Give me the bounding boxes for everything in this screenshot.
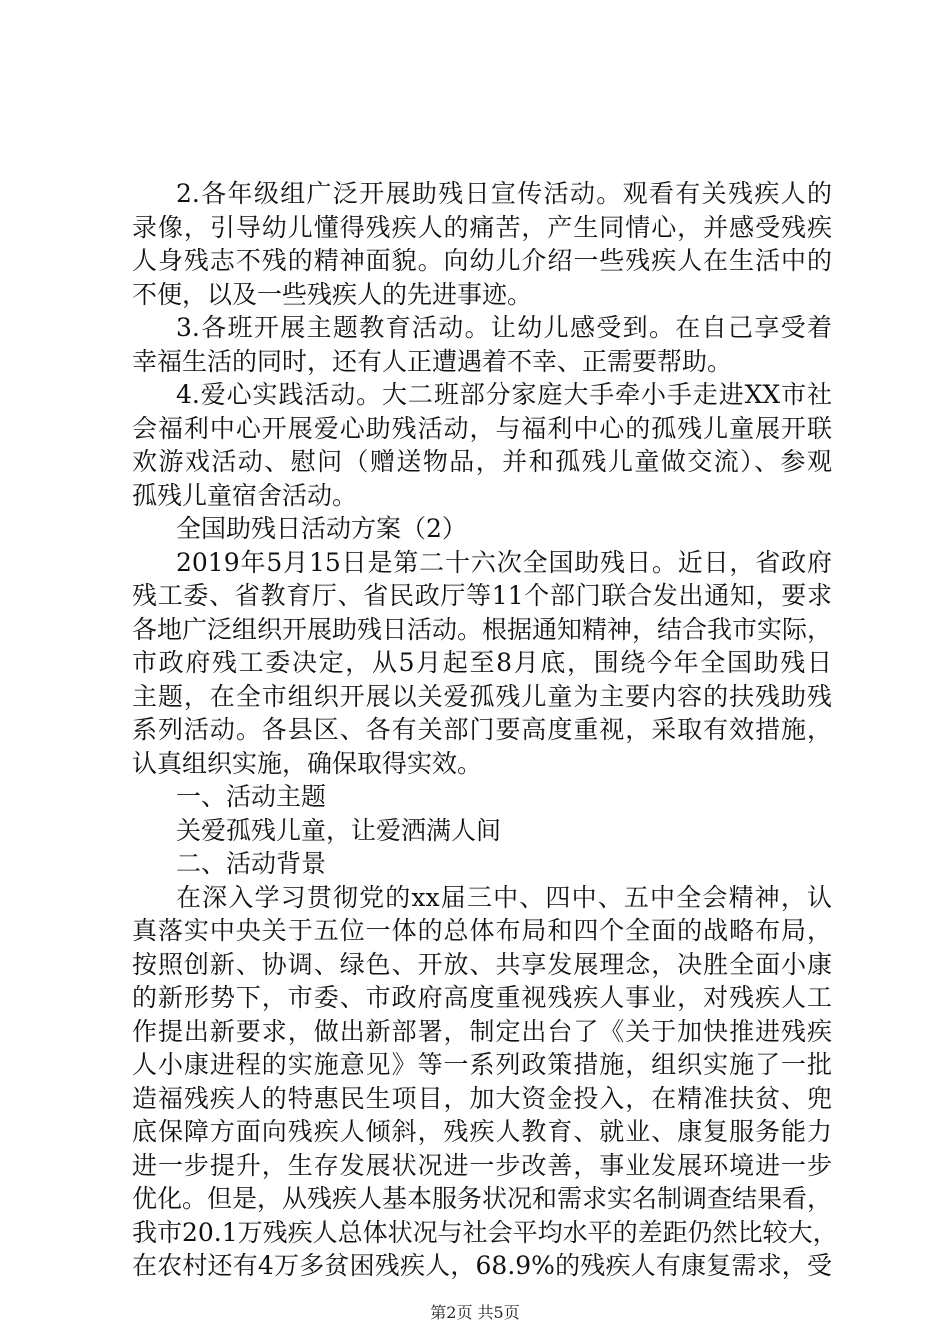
text-line: 录像，引导幼儿懂得残疾人的痛苦，产生同情心，并感受残疾 (132, 212, 832, 242)
text-line: 优化。但是，从残疾人基本服务状况和需求实名制调查结果看， (132, 1184, 833, 1213)
text-line: 在深入学习贯彻党的xx届三中、四中、五中全会精神，认 (176, 882, 832, 912)
text-line: 按照创新、协调、绿色、开放、共享发展理念，决胜全面小康 (132, 949, 832, 979)
text-line: 二、活动背景 (176, 849, 327, 878)
text-line: 市政府残工委决定，从5月起至8月底，围绕今年全国助残日 (132, 648, 832, 677)
text-line: 孤残儿童宿舍活动。 (132, 480, 358, 510)
text-line: 幸福生活的同时，还有人正遭遇着不幸、正需要帮助。 (132, 346, 733, 376)
text-line: 认真组织实施，确保取得实效。 (132, 748, 483, 778)
text-line: 主题，在全市组织开展以关爱孤残儿童为主要内容的扶残助残 (132, 681, 832, 711)
text-line: 不便，以及一些残疾人的先进事迹。 (132, 279, 533, 309)
text-line: 欢游戏活动、慰问（赠送物品，并和孤残儿童做交流）、参观 (132, 447, 832, 476)
text-line: 真落实中央关于五位一体的总体布局和四个全面的战略布局， (132, 916, 832, 945)
text-line: 一、活动主题 (176, 782, 327, 811)
text-line: 造福残疾人的特惠民生项目，加大资金投入，在精准扶贫、兜 (132, 1083, 832, 1113)
text-line: 人身残志不残的精神面貌。向幼儿介绍一些残疾人在生活中的 (132, 246, 832, 275)
document-body (132, 177, 838, 1283)
text-line: 在农村还有4万多贫困残疾人，68.9%的残疾人有康复需求，受 (132, 1251, 832, 1280)
text-line: 人小康进程的实施意见》等一系列政策措施，组织实施了一批 (132, 1050, 832, 1079)
text-line: 我市20.1万残疾人总体状况与社会平均水平的差距仍然比较大， (132, 1217, 838, 1247)
text-line: 底保障方面向残疾人倾斜，残疾人教育、就业、康复服务能力 (132, 1117, 832, 1146)
text-line: 关爱孤残儿童，让爱洒满人间 (176, 815, 502, 845)
text-line: 残工委、省教育厅、省民政厅等11个部门联合发出通知，要求 (132, 581, 832, 610)
text-line: 各地广泛组织开展助残日活动。根据通知精神，结合我市实际， (132, 614, 833, 644)
text-line: 2019年5月15日是第二十六次全国助残日。近日，省政府 (176, 547, 832, 577)
text-line: 3.各班开展主题教育活动。让幼儿感受到。在自己享受着 (176, 313, 832, 342)
text-line: 系列活动。各县区、各有关部门要高度重视，采取有效措施， (132, 715, 832, 744)
text-line: 全国助残日活动方案（2） (176, 514, 467, 543)
text-line: 2.各年级组广泛开展助残日宣传活动。观看有关残疾人的 (176, 179, 832, 208)
page-footer: 第2页 共5页 (430, 1303, 520, 1322)
text-line: 进一步提升，生存发展状况进一步改善，事业发展环境进一步 (132, 1150, 832, 1180)
text-line: 4.爱心实践活动。大二班部分家庭大手牵小手走进XX市社 (176, 380, 832, 409)
text-line: 的新形势下，市委、市政府高度重视残疾人事业，对残疾人工 (132, 983, 832, 1012)
text-line: 作提出新要求，做出新部署，制定出台了《关于加快推进残疾 (132, 1016, 832, 1046)
text-line: 会福利中心开展爱心助残活动，与福利中心的孤残儿童展开联 (132, 413, 832, 443)
